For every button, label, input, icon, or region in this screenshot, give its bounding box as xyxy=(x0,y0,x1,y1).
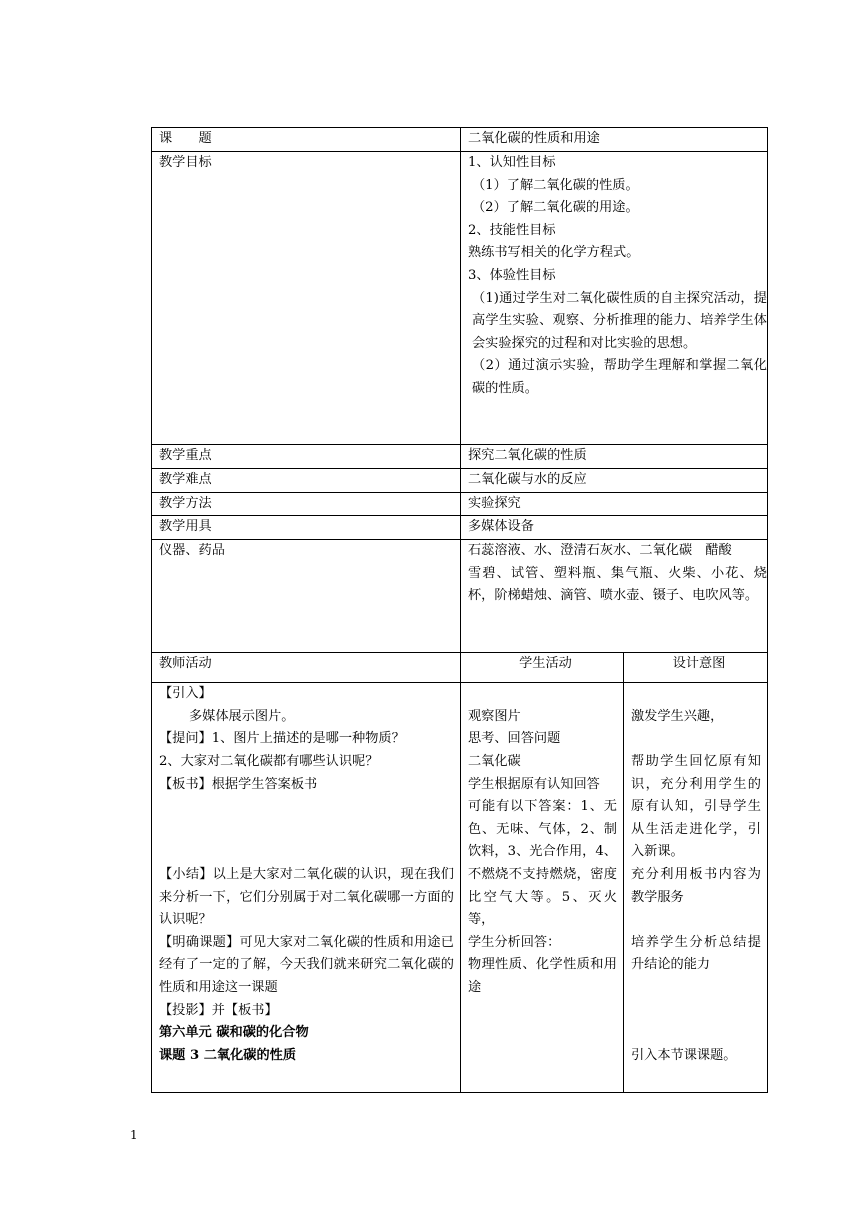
teacher-activity-header: 教师活动 xyxy=(152,653,461,683)
student-line: 学生分析回答： xyxy=(468,934,561,950)
question-1: 【提问】1、图片上描述的是哪一种物质？ xyxy=(159,731,405,747)
student-activity-cell xyxy=(461,683,624,1093)
materials-label: 仪器、药品 xyxy=(152,540,461,653)
row-tools xyxy=(152,516,768,540)
question-2: 2、大家对二氧化碳都有哪些认识呢？ xyxy=(159,753,379,769)
blank-space xyxy=(631,1000,761,1023)
page-number: 1 xyxy=(130,1128,138,1142)
blank-space xyxy=(631,683,761,706)
materials-content xyxy=(461,540,768,653)
blank-space xyxy=(631,1022,761,1045)
projection-note: 【投影】并【板书】 xyxy=(159,1002,278,1018)
lesson-title: 课题 3 二氧化碳的性质 xyxy=(159,1047,297,1063)
topic-value: 二氧化碳的性质和用途 xyxy=(461,128,768,152)
student-line: 物理性质、化学性质和用途 xyxy=(468,957,617,995)
objective-line: 熟练书写相关的化学方程式。 xyxy=(468,245,640,261)
intent-recall: 帮助学生回忆原有知识，充分利用学生的原有认知，引导学生从生活走进化学，引入新课。 xyxy=(631,753,761,860)
key-point-label: 教学重点 xyxy=(152,445,461,469)
summary-text: 【小结】以上是大家对二氧化碳的认识，现在我们来分析一下，它们分别属于对二氧化碳哪一方面的认识呢？ xyxy=(159,866,454,928)
student-line: 可能有以下答案：1、无色、无味、气体，2、制饮料，3、光合作用，4、不燃烧不支持燃烧，密度比空气大等。5、灭火等， xyxy=(468,799,617,928)
student-activity-header: 学生活动 xyxy=(461,653,624,683)
objective-line: （1)通过学生对二氧化碳性质的自主探究活动，提高学生实验、观察、分析推理的能力、培养学生体会实验探究的过程和对比实验的思想。 xyxy=(472,290,767,351)
intent-analysis: 培养学生分析总结提升结论的能力 xyxy=(631,934,761,973)
blank-space xyxy=(631,909,761,932)
objectives-label: 教学目标 xyxy=(152,152,461,445)
difficulty-value: 二氧化碳与水的反应 xyxy=(461,469,768,493)
materials-line: 雪碧、试管、塑料瓶、集气瓶、火柴、小花、烧杯，阶梯蜡烛、滴管、喷水壶、镊子、电吹风等。 xyxy=(468,565,767,604)
objectives-content xyxy=(461,152,768,445)
blank-space xyxy=(159,796,454,819)
row-difficulty xyxy=(152,469,768,493)
objective-line: 2、技能性目标 xyxy=(468,222,556,238)
blank-space xyxy=(631,728,761,751)
blank-space xyxy=(159,841,454,864)
tools-value: 多媒体设备 xyxy=(461,516,768,540)
objective-line: （2）了解二氧化碳的用途。 xyxy=(472,200,639,216)
row-topic xyxy=(152,128,768,152)
row-method xyxy=(152,492,768,516)
row-key-point xyxy=(152,445,768,469)
blank-space xyxy=(468,683,617,706)
objective-line: 1、认知性目标 xyxy=(468,155,556,170)
student-line: 观察图片 xyxy=(468,708,521,724)
intro-marker: 【引入】 xyxy=(159,686,212,702)
objective-line: （1）了解二氧化碳的性质。 xyxy=(472,177,639,193)
topic-label: 课 题 xyxy=(152,128,461,152)
objective-line: 3、体验性目标 xyxy=(468,267,556,283)
unit-title: 第六单元 碳和碳的化合物 xyxy=(159,1025,309,1041)
intent-introduce: 引入本节课课题。 xyxy=(631,1047,737,1063)
objective-line: （2）通过演示实验，帮助学生理解和掌握二氧化碳的性质。 xyxy=(472,358,767,396)
row-objectives xyxy=(152,152,768,445)
student-line: 二氧化碳 xyxy=(468,753,521,769)
difficulty-label: 教学难点 xyxy=(152,469,461,493)
blank-space xyxy=(159,819,454,842)
blank-space xyxy=(631,977,761,1000)
method-label: 教学方法 xyxy=(152,492,461,516)
design-intent-header: 设计意图 xyxy=(624,653,768,683)
design-intent-cell xyxy=(624,683,768,1093)
board-note: 【板书】根据学生答案板书 xyxy=(159,776,318,792)
student-line: 思考、回答问题 xyxy=(468,731,561,747)
row-activities xyxy=(152,683,768,1093)
materials-line: 石蕊溶液、水、澄清石灰水、二氧化碳 醋酸 xyxy=(468,543,732,559)
lesson-plan-table xyxy=(151,127,768,1093)
student-line: 学生根据原有认知回答 xyxy=(468,776,600,792)
method-value: 实验探究 xyxy=(461,492,768,516)
key-point-value: 探究二氧化碳的性质 xyxy=(461,445,768,469)
intent-board: 充分利用板书内容为教学服务 xyxy=(631,866,761,905)
row-materials xyxy=(152,540,768,653)
intent-interest: 激发学生兴趣， xyxy=(631,708,724,724)
tools-label: 教学用具 xyxy=(152,516,461,540)
teacher-activity-cell xyxy=(152,683,461,1093)
row-activity-headers xyxy=(152,653,768,683)
clarify-topic-text: 【明确课题】可见大家对二氧化碳的性质和用途已经有了一定的了解，今天我们就来研究二氧化碳的性质和用途这一课题 xyxy=(159,934,454,995)
show-images-text: 多媒体展示图片。 xyxy=(189,708,295,724)
